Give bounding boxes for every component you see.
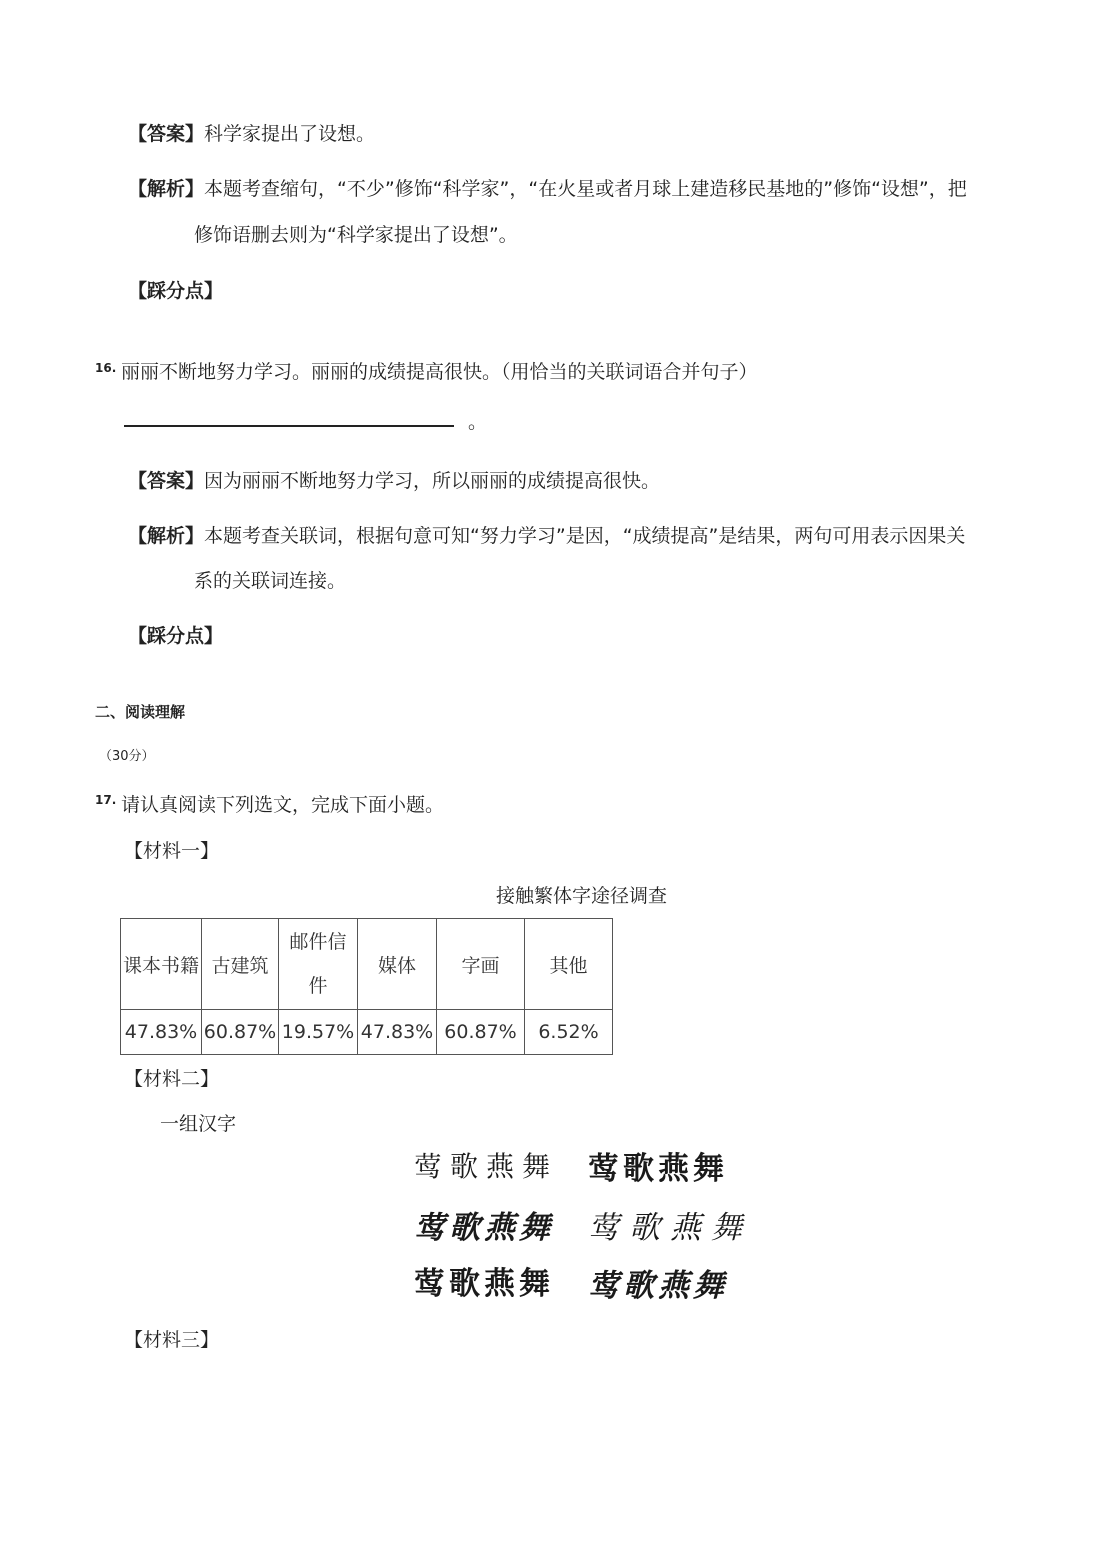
question-text: 丽丽不断地努力学习。丽丽的成绩提高很快。（用恰当的关联词语合并句子） [121,361,758,383]
analysis-tag: 【解析】 [128,178,205,200]
q16-analysis-line2: 系的关联词连接。 [194,570,347,592]
material-1-label: 【材料一】 [124,840,220,862]
material-2-label: 【材料二】 [124,1068,220,1090]
header-line-1: 邮件信 [289,931,347,953]
table-value-cell: 19.57% [279,1010,358,1055]
calligraphy-traditional-script: 莺歌燕舞 [588,1268,728,1304]
table-value-row [121,1010,613,1055]
table-header-row [121,919,613,1010]
answer-tag: 【答案】 [128,123,205,145]
answer-tag: 【答案】 [128,470,205,492]
section-title: 二、阅读理解 [95,703,186,721]
table-header-cell: 古建筑 [202,919,279,1010]
table-value-cell: 47.83% [358,1010,437,1055]
table-value-cell: 60.87% [202,1010,279,1055]
table-value-cell: 6.52% [525,1010,613,1055]
q16-analysis-row [128,522,965,550]
question-prompt: 请认真阅读下列选文，完成下面小题。 [121,794,445,816]
answer-blank-line [124,425,454,427]
material-3-label: 【材料三】 [124,1329,220,1351]
table-header-cell: 字画 [437,919,525,1010]
calligraphy-cursive-script: 莺歌燕舞 [588,1210,752,1246]
table-value-cell: 60.87% [437,1010,525,1055]
survey-table [120,918,613,1055]
table-header-cell-wrapped [279,919,358,1010]
table-header-cell: 媒体 [358,919,437,1010]
calligraphy-running-script: 莺歌燕舞 [414,1210,554,1246]
calligraphy-seal-script: 莺歌燕舞 [414,1150,559,1183]
q15-analysis-row [128,175,967,203]
answer-text: 因为丽丽不断地努力学习，所以丽丽的成绩提高很快。 [204,470,661,492]
q15-points-tag: 【踩分点】 [128,280,224,302]
question-number: 17. [95,793,117,807]
q15-answer-row [128,120,375,148]
analysis-text: 本题考查缩句，“不少”修饰“科学家”，“在火星或者月球上建造移民基地的”修饰“设想”，把 [204,178,967,200]
question-number: 16. [95,361,117,375]
calligraphy-regular-script: 莺歌燕舞 [414,1266,554,1302]
q15-analysis-line2: 修饰语删去则为“科学家提出了设想”。 [194,224,518,246]
table-header-cell: 课本书籍 [121,919,202,1010]
blank-end-punct: 。 [468,411,488,433]
analysis-tag: 【解析】 [128,525,205,547]
q16-answer-row [128,467,660,495]
material-2-caption: 一组汉字 [160,1113,237,1135]
calligraphy-clerical-script: 莺歌燕舞 [588,1151,728,1187]
table-header-cell: 其他 [525,919,613,1010]
section-score: （30分） [99,749,155,764]
q16-points-tag: 【踩分点】 [128,625,224,647]
answer-text: 科学家提出了设想。 [204,123,376,145]
analysis-text: 本题考查关联词，根据句意可知“努力学习”是因，“成绩提高”是结果，两句可用表示因果关 [204,525,966,547]
table-value-cell: 47.83% [121,1010,202,1055]
header-line-2: 件 [308,975,328,997]
table-title: 接触繁体字途径调查 [496,885,668,907]
